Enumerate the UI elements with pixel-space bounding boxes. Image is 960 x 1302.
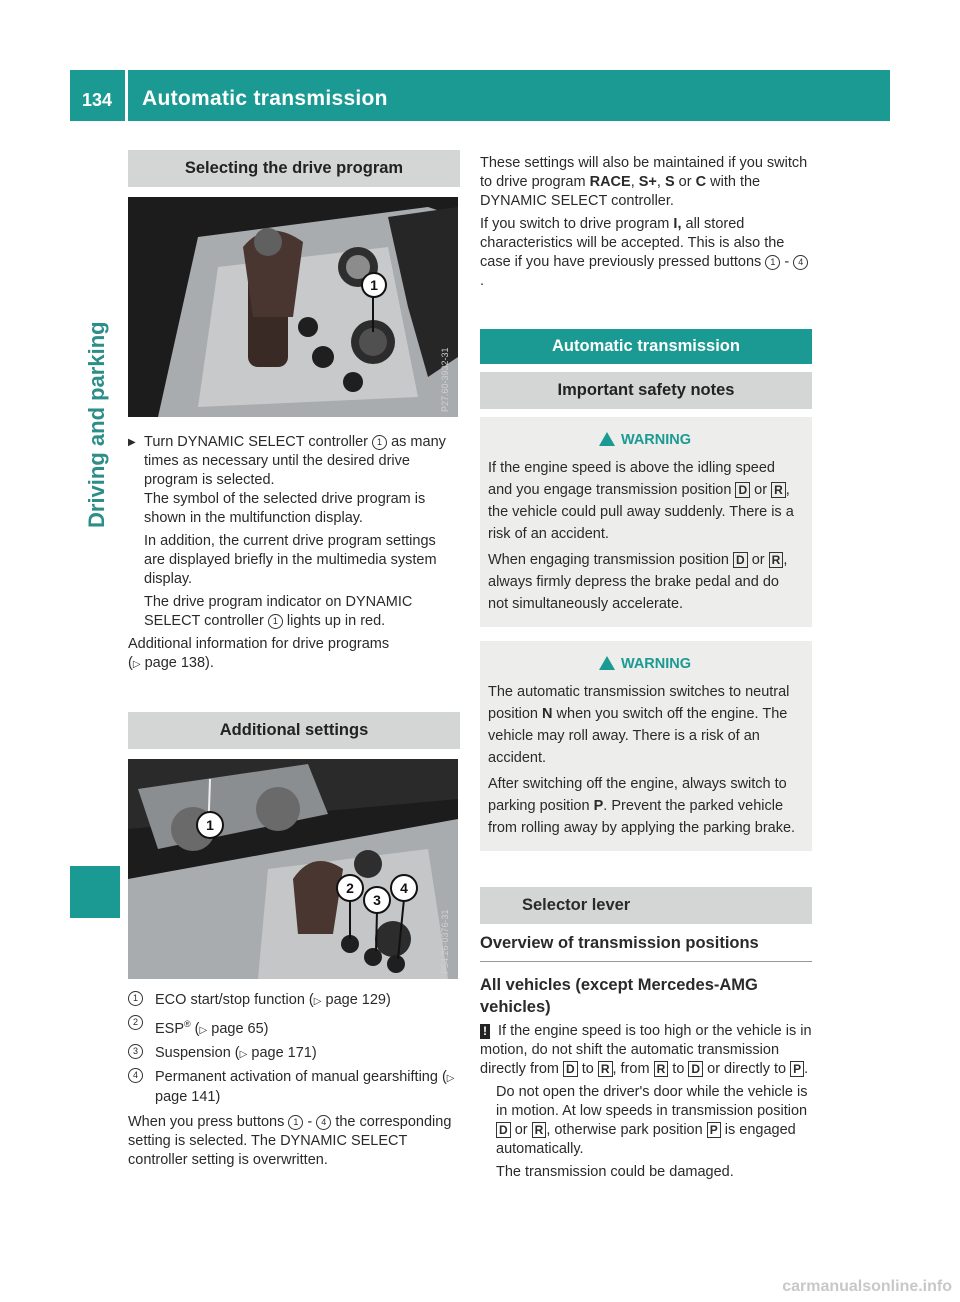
list-item: 4 Permanent activation of manual gearshifting (▷ page 141) (128, 1068, 460, 1107)
photo2-callout-4: 4 (400, 880, 408, 896)
page-ref-icon: ▷ (239, 1048, 248, 1060)
page-header (70, 70, 890, 121)
callout-1-icon: 1 (268, 614, 283, 629)
warning-text: After switching off the engine, always switch to parking position P. Prevent the parked vehicle from rolling away by applying the parking brake. (488, 776, 796, 836)
left-column (128, 150, 460, 1170)
photo1-code: P27.60-3932-31 (440, 347, 450, 412)
watermark: carmanualsonline.info (782, 1278, 952, 1295)
section-title-selector-lever: Selector lever (480, 887, 812, 924)
link-page-65[interactable]: page 65) (211, 1020, 269, 1037)
gear-d-icon: D (688, 1061, 703, 1077)
photo2-callout-2: 2 (346, 880, 354, 896)
warning-text: The automatic transmission switches to neutral position N when you switch off the engine. The vehicle may roll away. There is a risk of an accident. (488, 684, 790, 766)
page-ref-icon: ▷ (446, 1072, 455, 1084)
gear-p-icon: P (707, 1122, 721, 1138)
photo-additional-settings (128, 759, 458, 979)
link-page-138[interactable]: page 138). (144, 655, 214, 671)
page-title: Automatic transmission (142, 87, 388, 110)
caution-text: ! If the engine speed is too high or the vehicle is in motion, do not shift the automatic transmission directly from D to R , from R to D or directly to P . (480, 1023, 812, 1077)
gear-r-icon: R (769, 552, 784, 568)
header-separator (125, 70, 128, 121)
page-ref-icon: ▷ (132, 659, 141, 670)
p-switch: If you switch to drive program I, all stored characteristics will be accepted. This is also the case if you have previously pressed buttons 1 - 4. (480, 215, 812, 291)
warning-title: WARNING (488, 429, 802, 451)
section-title-safety-notes: Important safety notes (480, 372, 812, 409)
p-maintained: These settings will also be maintained if you switch to drive program RACE, S+, S or C with the DYNAMIC SELECT controller. (480, 155, 808, 209)
link-page-129[interactable]: page 129) (325, 992, 391, 1008)
gear-d-icon: D (735, 482, 750, 498)
gear-r-icon: R (771, 482, 786, 498)
chapter-label: Driving and parking (84, 321, 109, 528)
gear-d-icon: D (496, 1122, 511, 1138)
subheading-all-vehicles: All vehicles (except Mercedes-AMG vehicles) (480, 976, 758, 1016)
p-indicator: The drive program indicator on DYNAMIC SELECT controller 1 lights up in red. (144, 594, 413, 629)
warning-text: If the engine speed is above the idling speed and you engage transmission position D or R , the vehicle could pull away suddenly. There is a risk of an accident. (488, 460, 794, 542)
warning-icon (599, 656, 615, 670)
photo2-callout-1: 1 (206, 817, 214, 833)
subheading-overview: Overview of transmission positions (480, 934, 759, 952)
caution-text: Do not open the driver's door while the vehicle is in motion. At low speeds in transmission position D or R , otherwise park position P is engaged automatically. (496, 1084, 808, 1157)
list-item: 3 Suspension (▷ page 171) (128, 1044, 460, 1064)
gear-r-icon: R (598, 1061, 613, 1077)
gear-r-icon: R (532, 1122, 547, 1138)
section-title-additional-settings: Additional settings (128, 712, 460, 749)
caution-text: The transmission could be damaged. (496, 1164, 734, 1180)
page-ref-icon: ▷ (313, 996, 322, 1007)
warning-box-1 (480, 417, 812, 627)
photo-dynamic-select (128, 197, 458, 417)
list-item: 1 ECO start/stop function (▷ page 129) (128, 991, 460, 1011)
gear-d-icon: D (733, 552, 748, 568)
warning-box-2 (480, 641, 812, 851)
chapter-tab (80, 138, 118, 858)
gear-p-icon: P (790, 1061, 804, 1077)
list-item: 2 ESP® (▷ page 65) (128, 1015, 460, 1040)
warning-text: When engaging transmission position D or R , always firmly depress the brake pedal and do not simultaneously accelerate. (488, 552, 788, 612)
p-buttons: When you press buttons 1 - 4 the corresponding setting is selected. The DYNAMIC SELECT controller setting is overwritten. (128, 1113, 452, 1168)
link-page-141[interactable]: page 141) (155, 1088, 221, 1105)
callout-1-icon: 1 (372, 435, 387, 450)
page-ref-icon: ▷ (199, 1024, 208, 1036)
page-number: 134 (82, 90, 113, 110)
section-title-automatic-transmission: Automatic transmission (480, 329, 812, 364)
warning-icon (599, 432, 615, 446)
photo2-code: P54.26-0376-31 (440, 909, 450, 974)
p-symbol: The symbol of the selected drive program is shown in the multifunction display. (144, 491, 426, 526)
p-additional-info: Additional information for drive programs (▷ page 138). (128, 636, 390, 671)
gear-r-icon: R (654, 1061, 669, 1077)
chapter-marker (70, 866, 120, 918)
right-column (480, 154, 812, 1182)
step-turn-controller: ▶ Turn DYNAMIC SELECT controller 1 as many times as necessary until the desired drive program is selected. (128, 433, 460, 490)
caution-icon: ! (480, 1024, 490, 1039)
p-addition: In addition, the current drive program settings are displayed briefly in the multimedia system display. (144, 533, 437, 587)
photo1-callout: 1 (370, 277, 378, 293)
gear-d-icon: D (563, 1061, 578, 1077)
section-title-drive-program: Selecting the drive program (128, 150, 460, 187)
warning-title: WARNING (488, 653, 802, 675)
photo2-callout-3: 3 (373, 892, 381, 908)
link-page-171[interactable]: page 171) (251, 1044, 317, 1061)
